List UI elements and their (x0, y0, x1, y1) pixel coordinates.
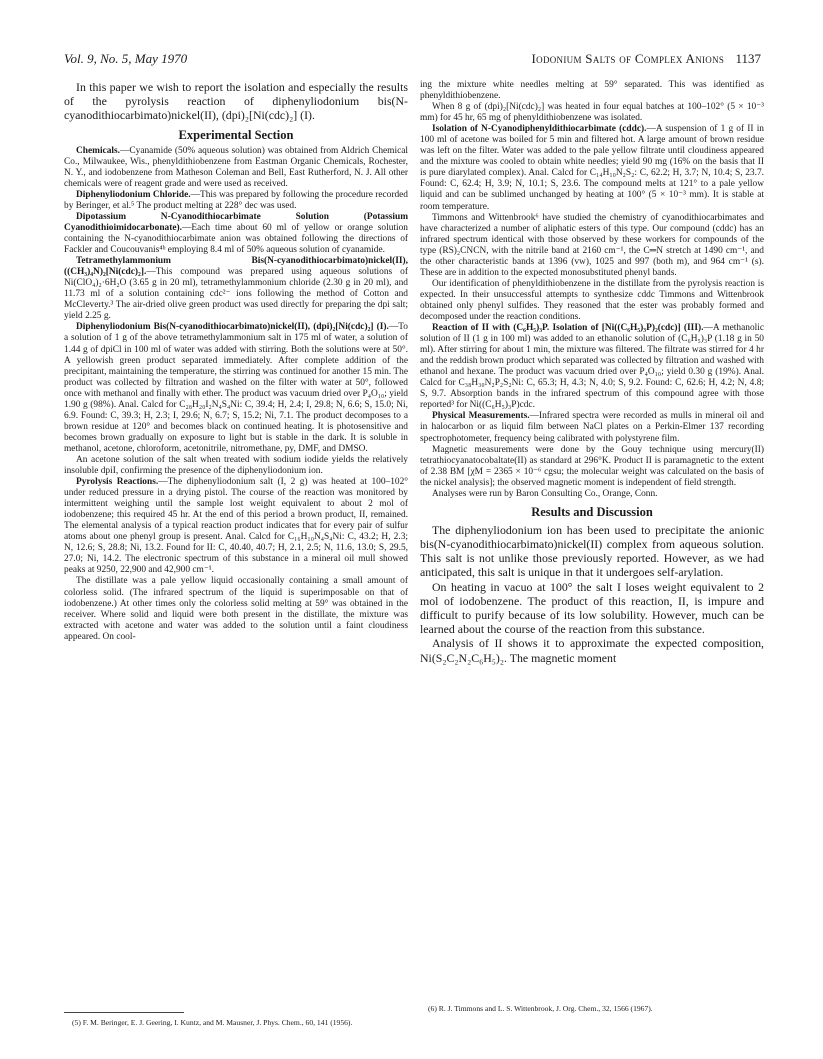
paragraph-magnetic: Magnetic measurements were done by the Gouy technique using mercury(II) tetrathiocyanatocobaltate(II) as standard at 296°K. Product II is paramagnetic to the extent of 2.38 BM [χM = 2365 × 10⁻⁶ cgsu; the molecular weight was calculated on the basis of the nickel analysis]; the observed magnetic moment is independent of field strength. (420, 444, 764, 488)
runin-heading: Reaction of II with (C₆H₅)₃P. Isolation of [Ni((C₆H₅)₃P)₂(cdc)] (III). (432, 323, 704, 334)
footnote-6 (420, 1004, 764, 1013)
paragraph-results-1: The diphenyliodonium ion has been used to precipitate the anionic bis(N-cyanodithiocarbimato)nickel(II) complex from aqueous solution. This salt is not unlike those previously reported. However, as we had anticipated, this salt is unique in that it undergoes self-arylation. (420, 522, 764, 580)
runin-heading: Diphenyliodonium Bis(N-cyanodithiocarbimato)nickel(II), (dpi)₂[Ni(cdc)₂] (I). (76, 322, 389, 333)
paragraph-results-3: Analysis of II shows it to approximate the expected composition, Ni(S₂C₂N₂C₆H₅)₂. The magnetic moment (420, 636, 764, 665)
runin-heading: Isolation of N-Cyanodiphenyldithiocarbimate (cddc). (432, 124, 647, 135)
runin-heading: Chemicals. (76, 145, 121, 156)
paragraph-text: —Cyanamide (50% aqueous solution) was obtained from Aldrich Chemical Co., Milwaukee, Wis., phenyldithiobenzene from Eastman Organic Chemicals, Rochester, N. Y., and iodobenzene from Matheson Coleman and Bell, East Rutherford, N. J. All other chemicals were of reagent grade and were used as received. (64, 145, 408, 189)
right-column (420, 80, 764, 665)
paragraph-dpi-salt (64, 322, 408, 455)
section-heading-results: Results and Discussion (531, 504, 653, 519)
paragraph-when: When 8 g of (dpi)₂[Ni(cdc)₂] was heated in four equal batches at 100–102° (5 × 10⁻³ mm) for 45 hr, 65 mg of phenyldithiobenzene was isolated. (420, 102, 764, 124)
paragraph-dipotassium (64, 212, 408, 256)
paragraph-text: —A methanolic solution of II (1 g in 100 ml) was added to an ethanolic solution of (C₆H₅)₃P (1.18 g in 50 ml). After stirring for about 1 min, the mixture was filtered. The filtrate was stirred for 4 hr and the reddish brown product which separated was collected by filtration and washed with ethanol and hexane. The product was vacuum dried over P₄O₁₀; yield 0.30 g (19%). Anal. Calcd for C₃₈H₃₀N₂P₂S₂Ni: C, 65.3; H, 4.3; N, 4.0; S, 9.2. Found: C, 62.6; H, 4.2; N, 4.8; S, 9.7. Absorption bands in the infrared spectrum of this compound agree with those reported³ for Ni((C₆H₅)₃P)cdc. (420, 323, 764, 411)
volume-info: Vol. 9, No. 5, May 1970 (64, 51, 188, 66)
footnote-5 (64, 1018, 408, 1027)
runin-heading: Physical Measurements. (432, 411, 530, 422)
header-right (532, 51, 761, 67)
paragraph-diphenyliodonium-chloride (64, 190, 408, 212)
paragraph-timmons: Timmons and Wittenbrook⁶ have studied the chemistry of cyanodithiocarbimates and have characterized a number of aliphatic esters of this type. Our compound (cddc) has an infrared spectrum identical with those observed by these workers for compounds of the type (RS)₂CNCN, with the nitrile band at 2160 cm⁻¹, the C═N stretch at 1490 cm⁻¹, and the other characteristic bands at 1396 (vw), 1025 and 997 (both m), and 964 cm⁻¹ (s). These are in addition to the expected monosubstituted phenyl bands. (420, 212, 764, 278)
runin-heading: Pyrolysis Reactions. (76, 477, 159, 488)
footnote-text: (6) R. J. Timmons and L. S. Wittenbrook, J. Org. Chem., 32, 1566 (1967). (428, 1004, 653, 1013)
paragraph-chemicals (64, 146, 408, 190)
paragraph-text: —Infrared spectra were recorded as mulls in mineral oil and in halocarbon or as liquid film between NaCl plates on a Perkin-Elmer 137 recording spectrophotometer, frequency being calibrated with polystyrene film. (420, 411, 764, 444)
running-header (64, 51, 761, 71)
runin-heading: Diphenyliodonium Chloride. (76, 189, 191, 200)
running-title: Iodonium Salts of Complex Anions (531, 51, 725, 66)
paragraph-results-2: On heating in vacuo at 100° the salt I loses weight equivalent to 2 mol of iodobenzene. The product of this reaction, II, is impure and difficult to purify because of its low solubility. However, much can be learned about the course of the reaction from this substance. (420, 579, 764, 637)
paragraph-distillate: The distillate was a pale yellow liquid occasionally containing a small amount of colorless solid. (The infrared spectrum of the liquid is superimposable on that of iodobenzene.) At other times only the colorless solid melting at 59° was obtained in the receiver. Where solid and liquid were both present in the distillate, the mixture was extracted with acetone and water was added to the solution until a faint cloudiness appeared. On cool- (64, 576, 408, 642)
paragraph-text: —This was prepared by following the procedure recorded by Beringer, et al.⁵ The product melting at 228° dec was used. (64, 189, 408, 211)
runin-heading: Tetramethylammonium Bis(N-cyanodithiocarbimato)nickel(II), ((CH₃)₄N)₂[Ni(cdc)₂]. (64, 256, 408, 278)
paragraph-physical (420, 411, 764, 444)
intro-paragraph: In this paper we wish to report the isolation and especially the results of the pyrolysis reaction of diphenyliodonium bis(N-cyanodithiocarbimato)nickel(II), (dpi)₂[Ni(cdc)₂] (I). (64, 80, 408, 123)
paragraph-isolation (420, 124, 764, 212)
footnote-text: (5) F. M. Beringer, E. J. Geering, I. Kuntz, and M. Mausner, J. Phys. Chem., 60, 141 (1956). (72, 1018, 353, 1027)
runin-heading: Dipotassium N-Cyanodithiocarbimate Solution (Potassium Cyanodithioimidocarbonate). (64, 211, 408, 233)
paragraph-text: —The diphenyliodonium salt (I, 2 g) was heated at 100–102° under reduced pressure in a drying pistol. The course of the reaction was monitored by intermittent weighing until the sample lost weight equivalent to about 2 mol of iodobenzene; this required 45 hr. At the end of this period a brown product, II, remained. The elemental analysis of a typical reaction product indicates that for every pair of sulfur atoms about one phenyl group is present. Anal. Calcd for C₁₆H₁₀N₄S₄Ni: C, 43.2; H, 2.3; N, 12.6; S, 28.8; Ni, 13.2. Found for II: C, 40.40, 40.7; H, 2.1, 2.5; N, 11.6, 13.0; S, 29.5, 27.0; Ni, 14.2. The electronic spectrum of this substance in a mineral oil mull showed peaks at 9250, 22,900 and 42,900 cm⁻¹. (64, 477, 409, 576)
section-heading-experimental: Experimental Section (178, 127, 294, 142)
paragraph-acetone: An acetone solution of the salt when treated with sodium iodide yields the relatively insoluble dpiI, confirming the presence of the diphenyliodonium ion. (64, 454, 408, 477)
paragraph-analyses: Analyses were run by Baron Consulting Co., Orange, Conn. (432, 488, 658, 499)
paragraph-identification: Our identification of phenyldithiobenzene in the distillate from the pyrolysis reaction is expected. In their unsuccessful attempts to synthesize cddc Timmons and Wittenbrook obtained only phenyl sulfides. They reasoned that the ester was probably formed and decomposed under the reaction conditions. (420, 278, 764, 322)
paragraph-text: —A suspension of 1 g of II in 100 ml of acetone was boiled for 5 min and filtered hot. A large amount of brown residue was left on the filter. Water was added to the pale yellow filtrate until cloudiness appeared and the mixture was cooled to obtain white needles; yield 90 mg (16% on the basis that II is pure diarylated complex). Anal. Calcd for C₁₄H₁₀N₂S₂: C, 62.2; H, 3.7; N, 10.4; S, 23.7. Found: C, 62.4; H, 3.9; N, 10.1; S, 23.6. The compound melts at 121° to a pale yellow liquid and can be sublimed unchanged by heating at 100° (5 × 10⁻³ mm). It is stable at room temperature. (420, 124, 764, 212)
paragraph-pyrolysis (64, 477, 408, 576)
paragraph-text: —Each time about 60 ml of yellow or orange solution containing the N-cyanodithiocarbimate anion was obtained following the directions of Fackler and Coucouvanis⁴ᵇ employing 8.4 ml of 50% aqueous solution of cyanamide. (64, 222, 408, 256)
left-column (64, 80, 408, 643)
paragraph-tetramethylammonium (64, 256, 408, 322)
paragraph-reaction (420, 323, 764, 411)
paragraph-continued: ing the mixture white needles melting at 59° separated. This was identified as phenyldithiobenzene. (420, 80, 764, 102)
paragraph-text: —This compound was prepared using aqueous solutions of Ni(ClO₄)₂·6H₂O (3.65 g in 20 ml), tetramethylammonium chloride (2.30 g in 20 ml), and 11.73 ml of a solution containing cdc²⁻ ions following the method of Cotton and McCleverty.³ The air-dried olive green product was used directly for preparing the dpi salt; yield 2.25 g. (64, 267, 408, 322)
page-number: 1137 (735, 51, 761, 66)
footnote-rule (64, 1012, 184, 1013)
paragraph-text: —To a solution of 1 g of the above tetramethylammonium salt in 175 ml of water, a solution of 1.44 g of dpiCl in 100 ml of water was added with stirring. Both the solutions were at 50°. A yellowish green product separated immediately. After complete addition of the precipitant, maintaining the temperature, the stirring was continued for another 15 min. The product was collected by filtration and washed on the filter with water at 50°, followed once with methanol and finally with ether. The product was vacuum dried over P₄O₁₀; yield 1.90 g (98%). Anal. Calcd for C₂₈H₂₀I₂N₄S₄Ni: C, 39.4; H, 2.4; I, 29.8; N, 6.6; S, 15.0; Ni, 6.9. Found: C, 39.3; H, 2.3; I, 29.6; N, 6.7; S, 15.2; Ni, 7.1. The product decomposes to a brown residue at 120° and becomes black on continued heating. It is photosensitive and becomes brown gradually on exposure to light but is stable in the dark. It is soluble in methanol, acetone, chloroform, acetonitrile, nitromethane, py, DMF, and DMSO. (64, 322, 408, 454)
